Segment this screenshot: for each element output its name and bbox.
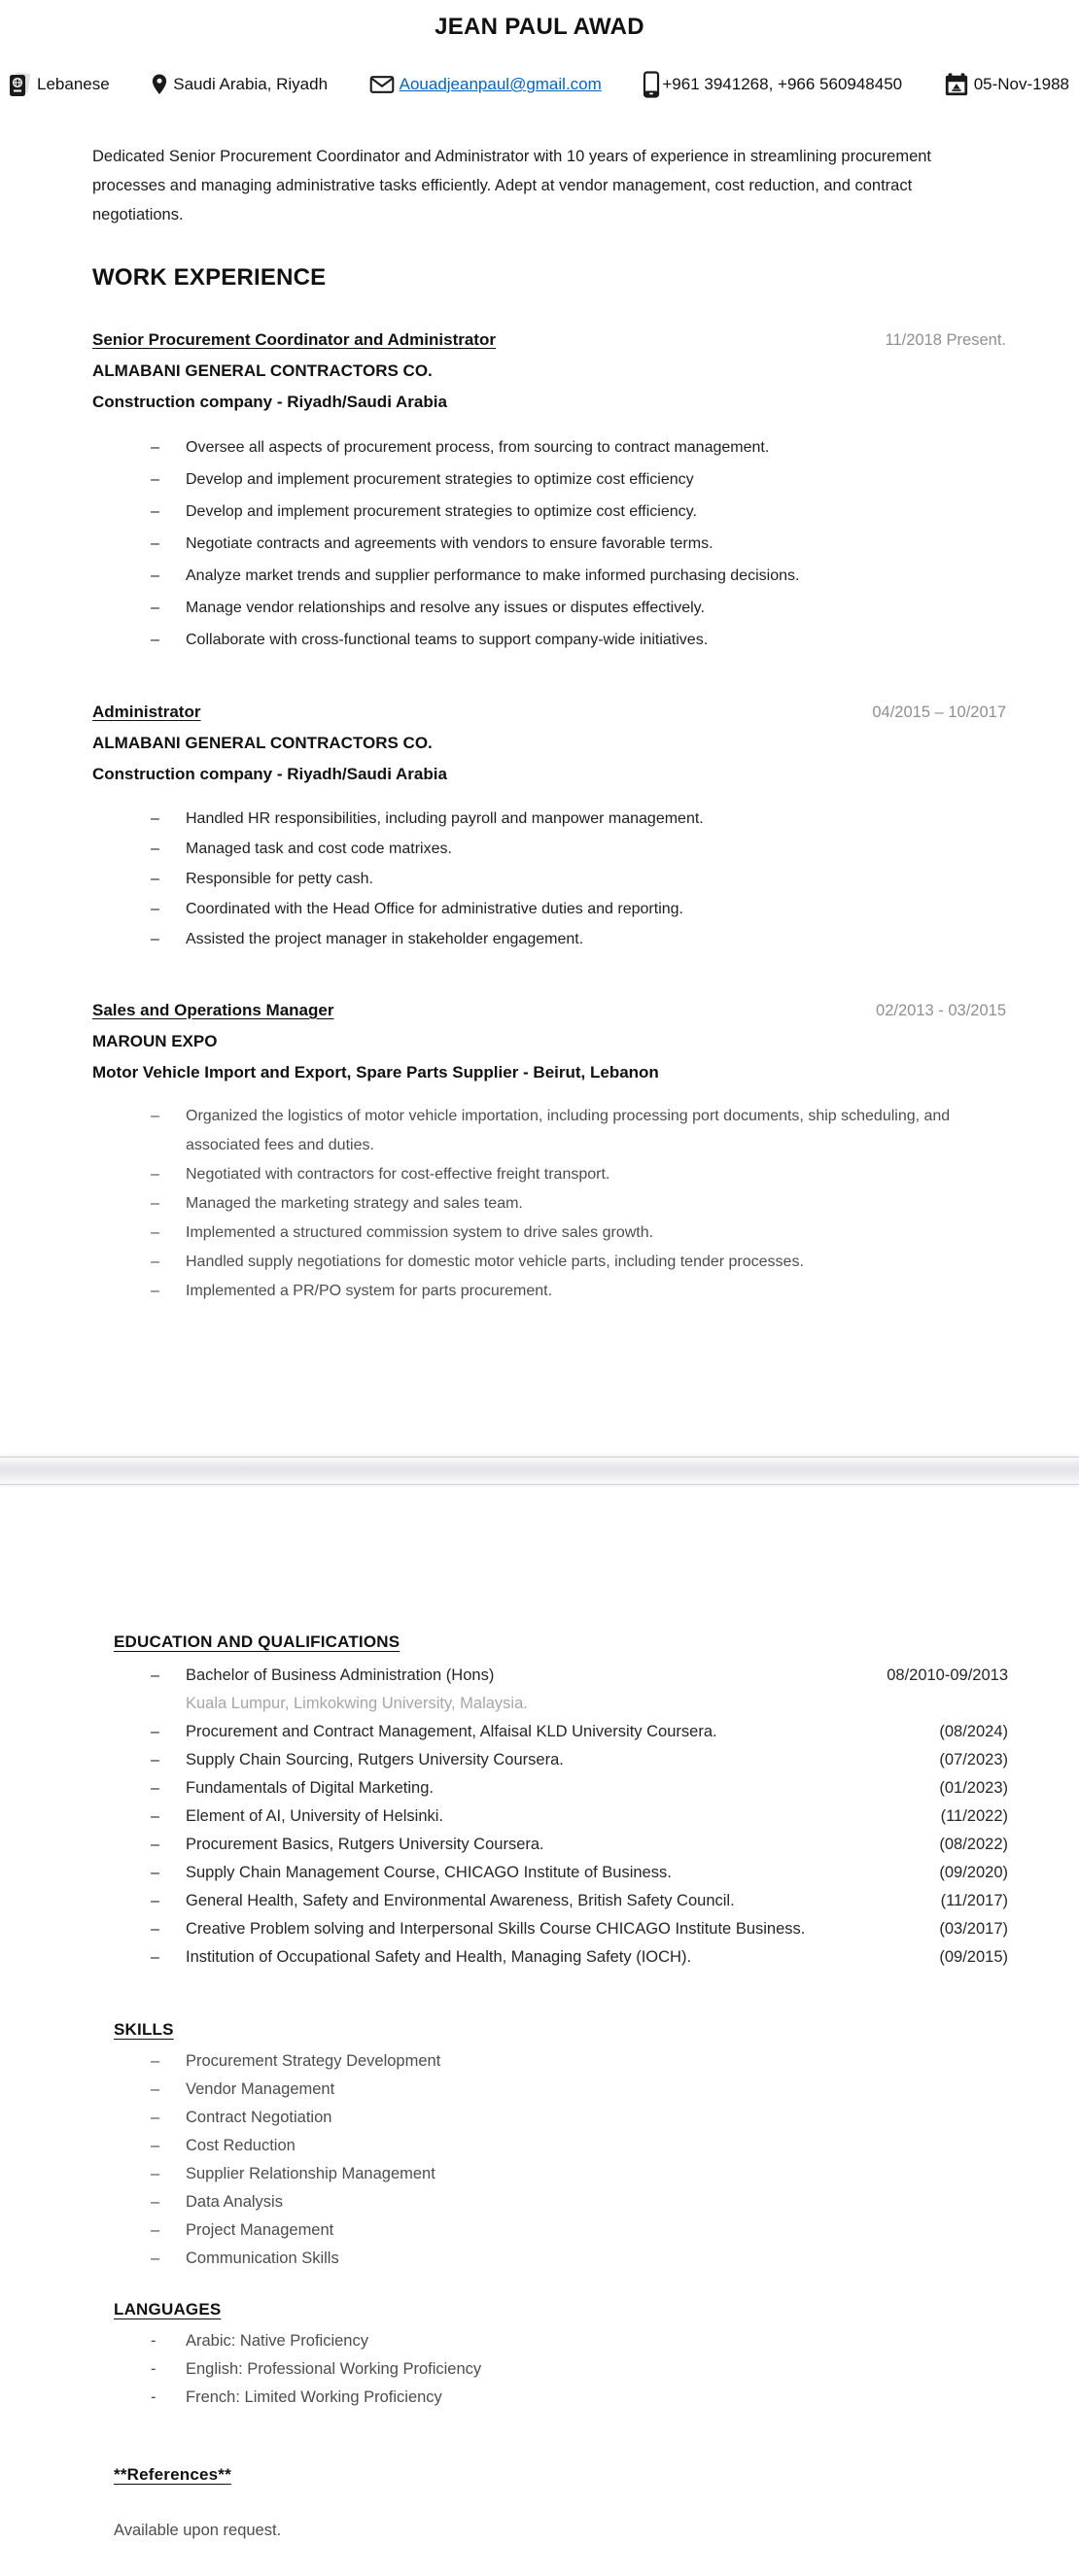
bullet-item <box>151 592 1006 624</box>
dash-marker: – <box>151 1780 159 1797</box>
nationality-label: Lebanese <box>37 75 110 93</box>
bullet-text: Negotiated with contractors for cost-effective freight transport. <box>186 1166 610 1183</box>
dash-marker: - <box>151 2332 157 2350</box>
work-experience-heading: WORK EXPERIENCE <box>92 264 327 291</box>
dash-marker: – <box>151 439 159 456</box>
education-text: Procurement and Contract Management, Alfaisal KLD University Coursera. <box>186 1723 717 1740</box>
job-sales-operations-manager <box>92 995 1006 1306</box>
bullet-text: Coordinated with the Head Office for administrative duties and reporting. <box>186 901 683 917</box>
job-company: ALMABANI GENERAL CONTRACTORS CO. <box>92 734 433 752</box>
languages-list <box>114 2327 1008 2412</box>
education-text: Element of AI, University of Helsinki. <box>186 1807 444 1825</box>
education-item <box>151 1662 1008 1718</box>
education-date: (03/2017) <box>939 1920 1008 1938</box>
bullet-item <box>151 924 1006 954</box>
dash-marker: – <box>151 931 159 947</box>
job-dates: 04/2015 – 10/2017 <box>872 704 1006 721</box>
phone-numbers: +961 3941268, +966 560948450 <box>662 75 903 93</box>
bullet-text: Develop and implement procurement strategies to optimize cost efficiency <box>186 471 694 488</box>
language-item <box>151 2355 1008 2384</box>
bullet-item <box>151 496 1006 528</box>
skill-item <box>151 2160 1008 2188</box>
bullet-text: Handled supply negotiations for domestic motor vehicle parts, including tender processes. <box>186 1254 804 1270</box>
bullet-item <box>151 528 1006 560</box>
education-date: (09/2020) <box>939 1864 1008 1881</box>
job-company: ALMABANI GENERAL CONTRACTORS CO. <box>92 361 433 380</box>
bullet-item <box>151 431 1006 464</box>
bullet-text: Managed the marketing strategy and sales team. <box>186 1195 523 1212</box>
skills-heading: SKILLS <box>114 2020 174 2039</box>
dash-marker: – <box>151 1195 159 1212</box>
education-text: Creative Problem solving and Interpersonal Skills Course CHICAGO Institute Business. <box>186 1920 806 1938</box>
calendar-icon <box>944 72 969 97</box>
job-dates: 11/2018 Present. <box>885 331 1006 349</box>
dash-marker: – <box>151 1108 159 1124</box>
bullet-text: Implemented a PR/PO system for parts procurement. <box>186 1283 553 1299</box>
email-item <box>369 75 602 94</box>
dash-marker: – <box>151 1752 159 1769</box>
bullet-text: Responsible for petty cash. <box>186 871 373 887</box>
skill-text: Cost Reduction <box>186 2137 296 2154</box>
dash-marker: – <box>151 535 159 552</box>
location-label: Saudi Arabia, Riyadh <box>173 75 329 93</box>
education-item <box>151 1915 1008 1943</box>
page-break-band <box>0 1457 1079 1485</box>
skills-list <box>114 2047 1008 2273</box>
education-text: Bachelor of Business Administration (Hons) <box>186 1666 495 1684</box>
education-text: Institution of Occupational Safety and Health, Managing Safety (IOCH). <box>186 1948 692 1966</box>
dash-marker: – <box>151 1224 159 1241</box>
skill-item <box>151 2076 1008 2104</box>
job-subtitle: Construction company - Riyadh/Saudi Arabia <box>92 765 447 783</box>
bullet-item <box>151 834 1006 864</box>
dash-marker: – <box>151 841 159 857</box>
education-item <box>151 1831 1008 1859</box>
bullet-text: Organized the logistics of motor vehicle importation, including processing port documents, ship scheduling, and associated fees and duties. <box>186 1108 951 1153</box>
dash-marker: - <box>151 2388 157 2406</box>
location-item <box>151 73 328 96</box>
dash-marker: – <box>151 600 159 616</box>
job-bullet-list <box>92 804 1006 954</box>
education-text: Procurement Basics, Rutgers University Coursera. <box>186 1836 544 1853</box>
bullet-text: Negotiate contracts and agreements with vendors to ensure favorable terms. <box>186 535 714 552</box>
job-title: Senior Procurement Coordinator and Administrator <box>92 330 496 349</box>
skill-item <box>151 2132 1008 2160</box>
person-name: JEAN PAUL AWAD <box>435 14 644 40</box>
skill-item <box>151 2104 1008 2132</box>
bullet-item <box>151 1219 1006 1248</box>
skill-text: Contract Negotiation <box>186 2109 332 2126</box>
dash-marker: – <box>151 2221 160 2239</box>
email-icon <box>369 75 395 94</box>
job-title: Administrator <box>92 703 201 721</box>
dash-marker: – <box>151 901 159 917</box>
education-item <box>151 1718 1008 1746</box>
education-item <box>151 1746 1008 1774</box>
job-subtitle: Construction company - Riyadh/Saudi Arabia <box>92 393 447 411</box>
dash-marker: – <box>151 1166 159 1183</box>
bullet-item <box>151 560 1006 592</box>
dash-marker: – <box>151 2109 160 2126</box>
education-date: (08/2024) <box>939 1723 1008 1740</box>
skill-item <box>151 2047 1008 2076</box>
dash-marker: – <box>151 810 159 827</box>
dash-marker: – <box>151 471 159 488</box>
bullet-text: Analyze market trends and supplier performance to make informed purchasing decisions. <box>186 567 800 584</box>
skill-text: Procurement Strategy Development <box>186 2052 441 2070</box>
education-item <box>151 1803 1008 1831</box>
language-item <box>151 2384 1008 2412</box>
bullet-item <box>151 864 1006 894</box>
bullet-text: Implemented a structured commission system to drive sales growth. <box>186 1224 654 1241</box>
job-bullet-list <box>92 1102 1006 1306</box>
contact-row <box>0 66 1079 103</box>
education-text: Supply Chain Sourcing, Rutgers University Coursera. <box>186 1751 564 1769</box>
bullet-text: Collaborate with cross-functional teams to support company-wide initiatives. <box>186 632 709 648</box>
language-text: Arabic: Native Proficiency <box>186 2332 368 2350</box>
skill-text: Data Analysis <box>186 2193 283 2211</box>
phone-icon <box>643 71 660 98</box>
education-note: Kuala Lumpur, Limkokwing University, Malaysia. <box>186 1695 528 1712</box>
phone-item <box>643 71 902 98</box>
passport-icon <box>8 71 32 98</box>
dash-marker: – <box>151 1808 159 1825</box>
skill-text: Vendor Management <box>186 2080 335 2098</box>
dash-marker: - <box>151 2360 157 2378</box>
language-text: English: Professional Working Proficiency <box>186 2360 482 2378</box>
education-text: Supply Chain Management Course, CHICAGO Institute of Business. <box>186 1864 672 1881</box>
bullet-text: Managed task and cost code matrixes. <box>186 841 452 857</box>
bullet-item <box>151 1248 1006 1277</box>
bullet-item <box>151 1189 1006 1219</box>
job-title: Sales and Operations Manager <box>92 1001 334 1019</box>
dash-marker: – <box>151 1865 159 1881</box>
dash-marker: – <box>151 567 159 584</box>
education-text: Fundamentals of Digital Marketing. <box>186 1779 434 1797</box>
bullet-item <box>151 1102 1006 1160</box>
education-date: (11/2022) <box>940 1807 1008 1825</box>
location-pin-icon <box>151 73 168 96</box>
dash-marker: – <box>151 2193 160 2211</box>
dash-marker: – <box>151 1254 159 1270</box>
bullet-item <box>151 624 1006 656</box>
skill-item <box>151 2188 1008 2216</box>
job-dates: 02/2013 - 03/2015 <box>876 1002 1006 1019</box>
bullet-item <box>151 1160 1006 1189</box>
dash-marker: – <box>151 1667 159 1684</box>
dash-marker: – <box>151 1893 159 1909</box>
job-administrator <box>92 697 1006 954</box>
dash-marker: – <box>151 1283 159 1299</box>
education-date: (08/2022) <box>939 1836 1008 1853</box>
education-item <box>151 1887 1008 1915</box>
bullet-item <box>151 1277 1006 1306</box>
education-date: (11/2017) <box>940 1892 1008 1909</box>
dash-marker: – <box>151 1837 159 1853</box>
bullet-item <box>151 804 1006 834</box>
dash-marker: – <box>151 2165 160 2182</box>
job-subtitle: Motor Vehicle Import and Export, Spare Parts Supplier - Beirut, Lebanon <box>92 1063 659 1082</box>
bullet-item <box>151 894 1006 924</box>
education-item <box>151 1774 1008 1803</box>
dash-marker: – <box>151 2080 160 2098</box>
job-bullet-list <box>92 431 1006 656</box>
bullet-text: Develop and implement procurement strategies to optimize cost efficiency. <box>186 503 697 520</box>
bullet-text: Manage vendor relationships and resolve any issues or disputes effectively. <box>186 600 705 616</box>
skill-text: Project Management <box>186 2221 334 2239</box>
skill-item <box>151 2216 1008 2245</box>
education-date: (07/2023) <box>939 1751 1008 1769</box>
birthdate-item <box>944 72 1069 97</box>
references-heading: **References** <box>114 2465 231 2484</box>
dash-marker: – <box>151 1949 159 1966</box>
dash-marker: – <box>151 1724 159 1740</box>
dash-marker: – <box>151 1921 159 1938</box>
dash-marker: – <box>151 871 159 887</box>
job-company: MAROUN EXPO <box>92 1032 218 1050</box>
education-item <box>151 1859 1008 1887</box>
education-heading: EDUCATION AND QUALIFICATIONS <box>114 1632 400 1651</box>
dash-marker: – <box>151 2250 160 2267</box>
education-date: (09/2015) <box>939 1948 1008 1966</box>
skill-text: Supplier Relationship Management <box>186 2165 435 2182</box>
job-senior-procurement-coordinator <box>92 325 1006 656</box>
dash-marker: – <box>151 632 159 648</box>
bullet-text: Oversee all aspects of procurement process, from sourcing to contract management. <box>186 439 770 456</box>
profile-summary: Dedicated Senior Procurement Coordinator and Administrator with 10 years of experience in streamlining procurement processes and managing administrative tasks efficiently. Adept at vendor management, cost reduction, and contract negotiations. <box>92 148 932 223</box>
education-date: (01/2023) <box>939 1779 1008 1797</box>
references-text: Available upon request. <box>114 2522 282 2539</box>
bullet-text: Assisted the project manager in stakeholder engagement. <box>186 931 584 947</box>
languages-heading: LANGUAGES <box>114 2300 222 2318</box>
education-date: 08/2010-09/2013 <box>887 1666 1008 1684</box>
email-link[interactable]: Aouadjeanpaul@gmail.com <box>399 75 602 93</box>
skill-text: Communication Skills <box>186 2250 339 2267</box>
birthdate-label: 05-Nov-1988 <box>973 75 1069 93</box>
education-list <box>114 1662 1008 1972</box>
language-item <box>151 2327 1008 2355</box>
dash-marker: – <box>151 2137 160 2154</box>
education-item <box>151 1943 1008 1972</box>
skill-item <box>151 2245 1008 2273</box>
education-text: General Health, Safety and Environmental Awareness, British Safety Council. <box>186 1892 735 1909</box>
dash-marker: – <box>151 2052 160 2070</box>
bullet-item <box>151 464 1006 496</box>
dash-marker: – <box>151 503 159 520</box>
language-text: French: Limited Working Proficiency <box>186 2388 442 2406</box>
bullet-text: Handled HR responsibilities, including payroll and manpower management. <box>186 810 704 827</box>
nationality-item <box>8 71 110 98</box>
